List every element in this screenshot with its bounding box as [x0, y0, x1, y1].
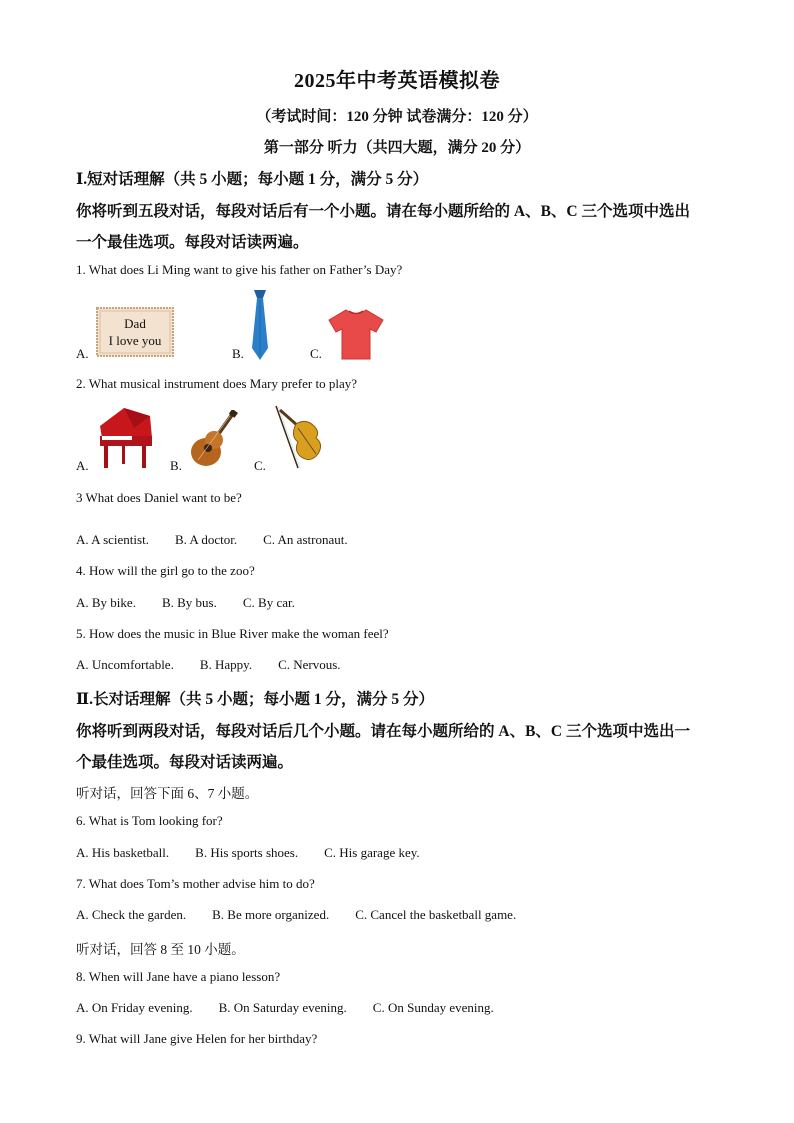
- guitar-icon: [186, 410, 238, 470]
- listen-instruction-1: 听对话，回答下面 6、7 小题。: [76, 786, 259, 801]
- section2-heading: Ⅱ.长对话理解（共 5 小题；每小题 1 分，满分 5 分）: [76, 691, 434, 708]
- option-a: A. A scientist.: [76, 532, 149, 547]
- listen-instruction-2: 听对话，回答 8 至 10 小题。: [76, 942, 245, 957]
- option-a-label: A.: [76, 458, 89, 473]
- exam-info: （考试时间：120 分钟 试卷满分：120 分）: [256, 109, 538, 125]
- option-a: A. By bike.: [76, 595, 136, 610]
- section1-instruction-line2: 一个最佳选项。每段对话读两遍。: [76, 234, 309, 251]
- option-c-label: C.: [310, 346, 322, 361]
- option-c: C. Cancel the basketball game.: [355, 907, 517, 922]
- option-b: B. On Saturday evening.: [218, 1000, 347, 1015]
- card-picture: [96, 307, 174, 357]
- option-b: B. A doctor.: [174, 532, 238, 547]
- option-c: C. On Sunday evening.: [372, 1000, 494, 1015]
- section2-instruction-line2: 个最佳选项。每段对话读两遍。: [76, 754, 294, 771]
- exam-title: 2025年中考英语模拟卷: [294, 70, 500, 92]
- section2-instruction-line1: 你将听到两段对话，每段对话后几个小题。请在每小题所给的 A、B、C 三个选项中选出一: [76, 723, 690, 740]
- question-3-options: [76, 532, 726, 548]
- piano-icon: [94, 406, 156, 470]
- question-6-options: [76, 845, 726, 861]
- question-1: 1. What does Li Ming want to give his father on Father’s Day?: [76, 262, 403, 277]
- t-shirt-icon: [328, 308, 384, 360]
- question-3: 3 What does Daniel want to be?: [76, 490, 242, 505]
- question-4-options: [76, 595, 726, 611]
- option-a: A. Check the garden.: [76, 907, 187, 922]
- option-b: B. His sports shoes.: [195, 845, 299, 860]
- question-2-options: [76, 402, 496, 482]
- necktie-icon: [250, 290, 270, 362]
- question-2: 2. What musical instrument does Mary prefer to play?: [76, 376, 357, 391]
- option-a: A. Uncomfortable.: [76, 657, 174, 672]
- option-c-label: C.: [254, 458, 266, 473]
- option-b: B. Be more organized.: [212, 907, 330, 922]
- option-a: A. His basketball.: [76, 845, 170, 860]
- option-a-label: A.: [76, 346, 89, 361]
- question-1-options: [76, 288, 496, 368]
- question-8: 8. When will Jane have a piano lesson?: [76, 969, 281, 984]
- option-c: C. Nervous.: [278, 657, 341, 672]
- question-5-options: [76, 657, 726, 673]
- question-8-options: [76, 1000, 726, 1016]
- part-title: 第一部分 听力（共四大题，满分 20 分）: [263, 140, 531, 156]
- question-5: 5. How does the music in Blue River make the woman feel?: [76, 626, 389, 641]
- question-4: 4. How will the girl go to the zoo?: [76, 563, 255, 578]
- question-7: 7. What does Tom’s mother advise him to do?: [76, 876, 315, 891]
- option-c: C. An astronaut.: [263, 532, 348, 547]
- option-b: B. By bus.: [161, 595, 217, 610]
- option-b-label: B.: [232, 346, 244, 361]
- option-b-label: B.: [170, 458, 182, 473]
- question-9: 9. What will Jane give Helen for her birthday?: [76, 1031, 318, 1046]
- option-a: A. On Friday evening.: [76, 1000, 193, 1015]
- option-c: C. By car.: [242, 595, 295, 610]
- card-text-line1: Dad: [124, 316, 146, 331]
- option-b: B. Happy.: [199, 657, 253, 672]
- section1-instruction-line1: 你将听到五段对话，每段对话后有一个小题。请在每小题所给的 A、B、C 三个选项中选出: [76, 203, 690, 220]
- question-6: 6. What is Tom looking for?: [76, 813, 223, 828]
- section1-heading: Ⅰ.短对话理解（共 5 小题；每小题 1 分，满分 5 分）: [76, 171, 429, 188]
- option-c: C. His garage key.: [324, 845, 420, 860]
- question-7-options: [76, 907, 726, 923]
- card-text-line2: I love you: [108, 333, 162, 348]
- violin-icon: [272, 404, 328, 470]
